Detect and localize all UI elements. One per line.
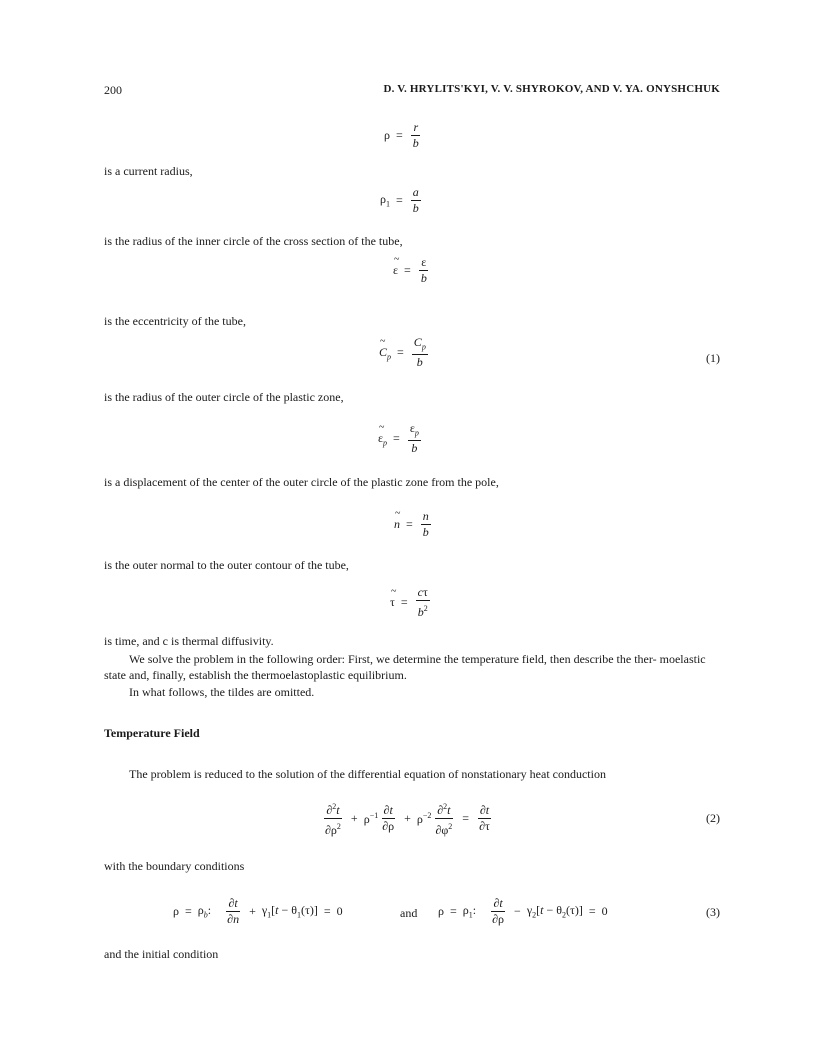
definition-text: is the radius of the inner circle of the cross section of the tube,: [104, 234, 403, 248]
definition-text: is the outer normal to the outer contour of the tube,: [104, 558, 349, 572]
initial-text: and the initial condition: [104, 947, 219, 961]
equation-boundary-outer: ρ = $\rho_b$: $\frac{\partial t}{\partial n}$ + $\gamma_1[t - \theta_1(\tau)]$ = 0: [173, 896, 343, 926]
order-paragraph: We solve the problem in the following order: First, we determine the temperature field, then describe the ther- moelastic state and, finally, establish the thermoelastoplastic equilibrium.: [104, 652, 706, 682]
equation-number: (3): [706, 905, 720, 919]
equation-number: (1): [706, 351, 720, 365]
reduced-paragraph: The problem is reduced to the solution of the differential equation of nonstationary heat conduction: [129, 767, 606, 781]
equation-boundary-inner: ρ = $\rho_1$: $\frac{\partial t}{\partial\rho}$ − $\gamma_2[t - \theta_2(\tau)]$ = 0: [438, 896, 608, 926]
definition-text: is a displacement of the center of the outer circle of the plastic zone from the pole,: [104, 475, 499, 489]
and-word: and: [400, 906, 418, 920]
equation-rho1: $\rho_1$ = $\frac{a}{b}$: [380, 185, 419, 215]
equation-number: (2): [706, 811, 720, 825]
definition-text: is the radius of the outer circle of the plastic zone,: [104, 390, 344, 404]
running-head: D. V. HRYLITS'KYI, V. V. SHYROKOV, AND V. YA. ONYSHCHUK: [383, 83, 720, 95]
equation-cp: ~ $C_p$ = $\frac{C_p}{b}$: [379, 336, 430, 369]
equation-rho: ρ = $\frac{r}{b}$: [384, 120, 419, 150]
time-text: is time, and c is thermal diffusivity.: [104, 634, 274, 648]
section-heading: Temperature Field: [104, 726, 200, 740]
equation-tau: ~ τ = $\frac{c\tau}{b^2}$: [390, 586, 432, 619]
equation-normal: ~ n = $\frac{n}{b}$: [394, 510, 433, 539]
equation-epsp: ~ $\varepsilon_p$ = $\frac{\varepsilon_p}{b}$: [378, 422, 423, 455]
equation-heat-conduction: $\frac{\partial^2t}{\partial\rho^2}$ + $\rho^{-1}$ $\frac{\partial t}{\partial\rho}$ + $\rho^{-2}$ $\frac{\partial^2t}{\partial\varphi^2}$ = $\frac{\partial t}{\partial\tau}$: [325, 802, 490, 837]
boundary-text: with the boundary conditions: [104, 859, 245, 873]
equation-eccentricity: ~ ε = $\frac{\varepsilon}{b}$: [393, 256, 431, 285]
definition-text: is a current radius,: [104, 164, 193, 178]
definition-text: is the eccentricity of the tube,: [104, 314, 246, 328]
page-number: 200: [104, 83, 122, 97]
tildes-paragraph: In what follows, the tildes are omitted.: [129, 685, 315, 699]
